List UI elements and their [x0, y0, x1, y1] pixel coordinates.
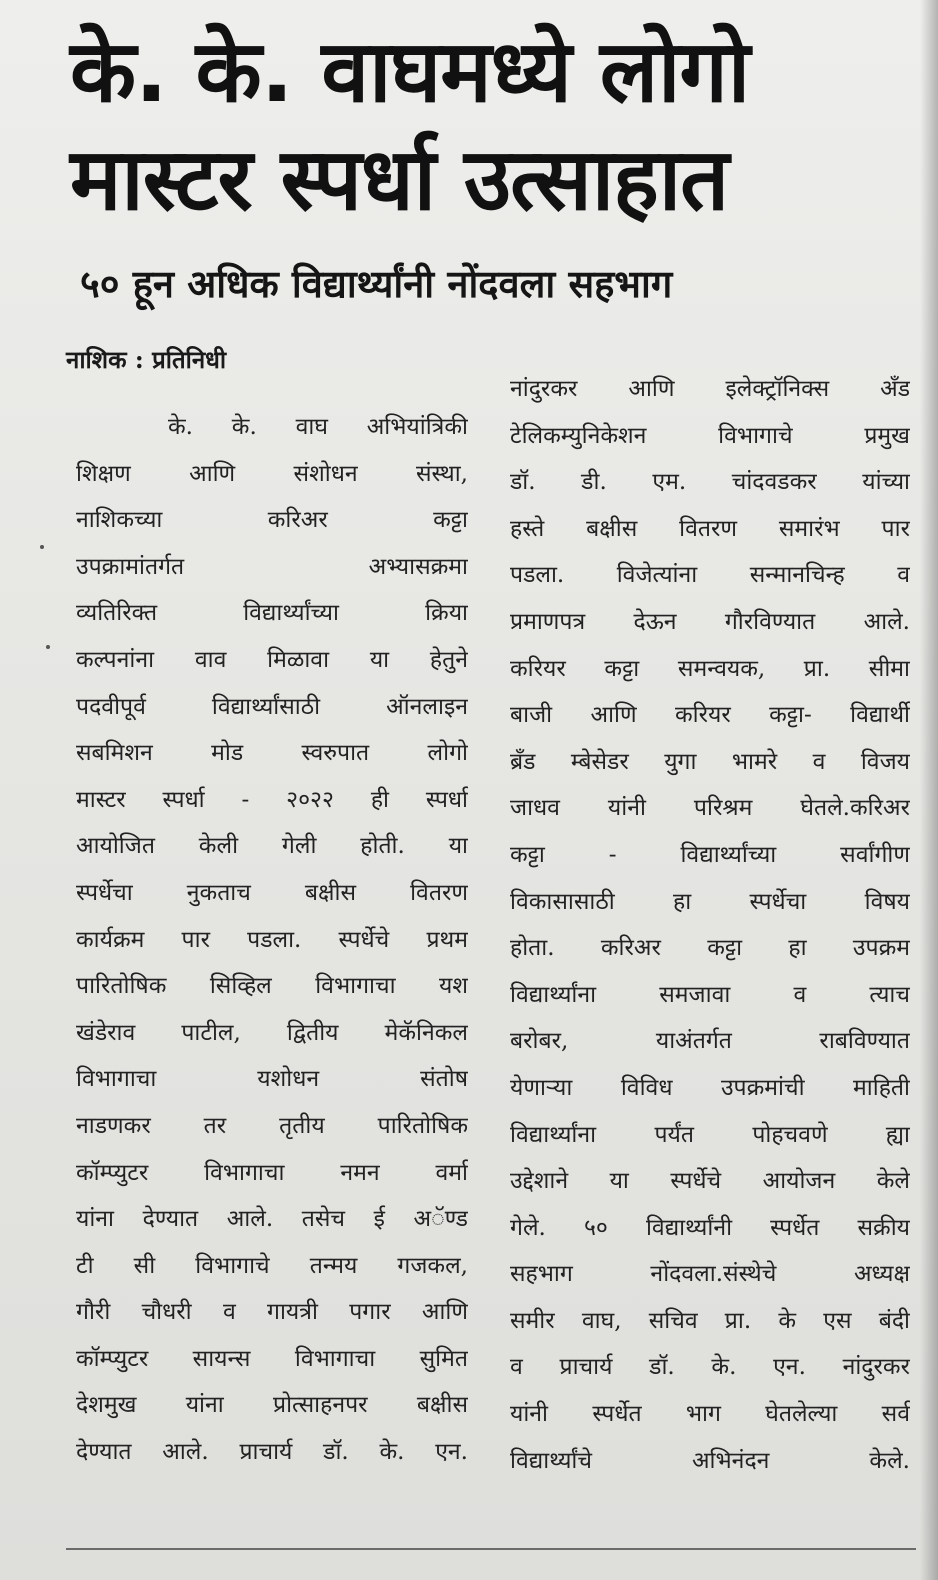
text-line: करियर कट्टा समन्वयक, प्रा. सीमा	[510, 655, 910, 682]
subheadline: ५० हून अधिक विद्यार्थ्यांनी नोंदवला सहभाग	[80, 262, 673, 306]
text-line: विभागाचा यशोधन संतोष	[76, 1066, 468, 1093]
text-line: नाडणकर तर तृतीय पारितोषिक	[76, 1112, 468, 1139]
text-line: टेलिकम्युनिकेशन विभागाचे प्रमुख	[510, 422, 910, 449]
text-line: आयोजित केली गेली होती. या	[76, 833, 468, 860]
text-line: जाधव यांनी परिश्रम घेतले.करिअर	[510, 795, 910, 822]
text-line: डॉ. डी. एम. चांदवडकर यांच्या	[510, 469, 910, 496]
text-line: कार्यक्रम पार पडला. स्पर्धेचे प्रथम	[76, 926, 468, 953]
page-edge-shadow	[920, 0, 938, 1580]
text-line: सबमिशन मोड स्वरुपात लोगो	[76, 740, 468, 767]
text-line: प्रमाणपत्र देऊन गौरविण्यात आले.	[510, 608, 910, 635]
text-line: यांना देण्यात आले. तसेच ई अॅण्ड	[76, 1206, 468, 1233]
text-line: के. के. वाघ अभियांत्रिकी	[168, 414, 468, 440]
text-line: विद्यार्थ्यांना समजावा व त्याच	[510, 981, 910, 1008]
text-line: विद्यार्थ्यांचे अभिनंदन केले.	[510, 1447, 910, 1474]
text-line: स्पर्धेचा नुकताच बक्षीस वितरण	[76, 879, 468, 906]
text-line: समीर वाघ, सचिव प्रा. के एस बंदी	[510, 1307, 910, 1334]
text-line: गेले. ५० विद्यार्थ्यांनी स्पर्धेत सक्रीय	[510, 1214, 910, 1241]
text-line: गौरी चौधरी व गायत्री पगार आणि	[76, 1299, 468, 1326]
text-line: देशमुख यांना प्रोत्साहनपर बक्षीस	[76, 1392, 468, 1419]
text-line: देण्यात आले. प्राचार्य डॉ. के. एन.	[76, 1439, 468, 1466]
text-line: खंडेराव पाटील, द्वितीय मेकॅनिकल	[76, 1019, 468, 1046]
text-line: पदवीपूर्व विद्यार्थ्यांसाठी ऑनलाइन	[76, 693, 468, 720]
article-column-right	[510, 366, 910, 1577]
text-line: मास्टर स्पर्धा - २०२२ ही स्पर्धा	[76, 786, 468, 813]
print-speck	[46, 645, 50, 649]
text-line: विद्यार्थ्यांना पर्यंत पोहचवणे ह्या	[510, 1121, 910, 1148]
text-line: उपक्रामांतर्गत अभ्यासक्रमा	[76, 553, 468, 580]
headline	[70, 18, 920, 234]
bottom-rule	[66, 1548, 916, 1550]
text-line: पारितोषिक सिव्हिल विभागाचा यश	[76, 973, 468, 1000]
text-line: कल्पनांना वाव मिळावा या हेतुने	[76, 646, 468, 673]
article-column-left	[76, 404, 468, 1522]
text-line: नांदुरकर आणि इलेक्ट्रॉनिक्स अँड	[510, 376, 910, 402]
print-speck	[40, 545, 44, 549]
headline-line-2: मास्टर स्पर्धा उत्साहात	[70, 130, 729, 230]
text-line: कट्टा - विद्यार्थ्यांच्या सर्वांगीण	[510, 841, 910, 868]
text-line: शिक्षण आणि संशोधन संस्था,	[76, 460, 468, 487]
text-line: टी सी विभागाचे तन्मय गजकल,	[76, 1252, 468, 1279]
headline-line-1: के. के. वाघमध्ये लोगो	[70, 22, 750, 122]
text-line: बाजी आणि करियर कट्टा- विद्यार्थी	[510, 702, 910, 729]
text-line	[510, 1531, 910, 1578]
text-line: नाशिकच्या करिअर कट्टा	[76, 507, 468, 534]
text-line: ब्रँड म्बेसेडर युगा भामरे व विजय	[510, 748, 910, 775]
text-line	[510, 1484, 910, 1531]
text-line: सहभाग नोंदवला.संस्थेचे अध्यक्ष	[510, 1261, 910, 1288]
byline: नाशिक : प्रतिनिधी	[66, 345, 227, 374]
text-line: बरोबर, याअंतर्गत राबविण्यात	[510, 1028, 910, 1055]
text-line: हस्ते बक्षीस वितरण समारंभ पार	[510, 515, 910, 542]
text-line: होता. करिअर कट्टा हा उपक्रम	[510, 935, 910, 962]
text-line	[76, 1476, 468, 1523]
text-line: यांनी स्पर्धेत भाग घेतलेल्या सर्व	[510, 1401, 910, 1428]
text-line: उद्देशाने या स्पर्धेचे आयोजन केले	[510, 1168, 910, 1195]
text-line: कॉम्प्युटर सायन्स विभागाचा सुमित	[76, 1345, 468, 1372]
text-line: कॉम्प्युटर विभागाचा नमन वर्मा	[76, 1159, 468, 1186]
text-line: येणाऱ्या विविध उपक्रमांची माहिती	[510, 1074, 910, 1101]
text-line: व्यतिरिक्त विद्यार्थ्यांच्या क्रिया	[76, 600, 468, 627]
text-line: पडला. विजेत्यांना सन्मानचिन्ह व	[510, 562, 910, 589]
text-line: व प्राचार्य डॉ. के. एन. नांदुरकर	[510, 1354, 910, 1381]
text-line: विकासासाठी हा स्पर्धेचा विषय	[510, 888, 910, 915]
